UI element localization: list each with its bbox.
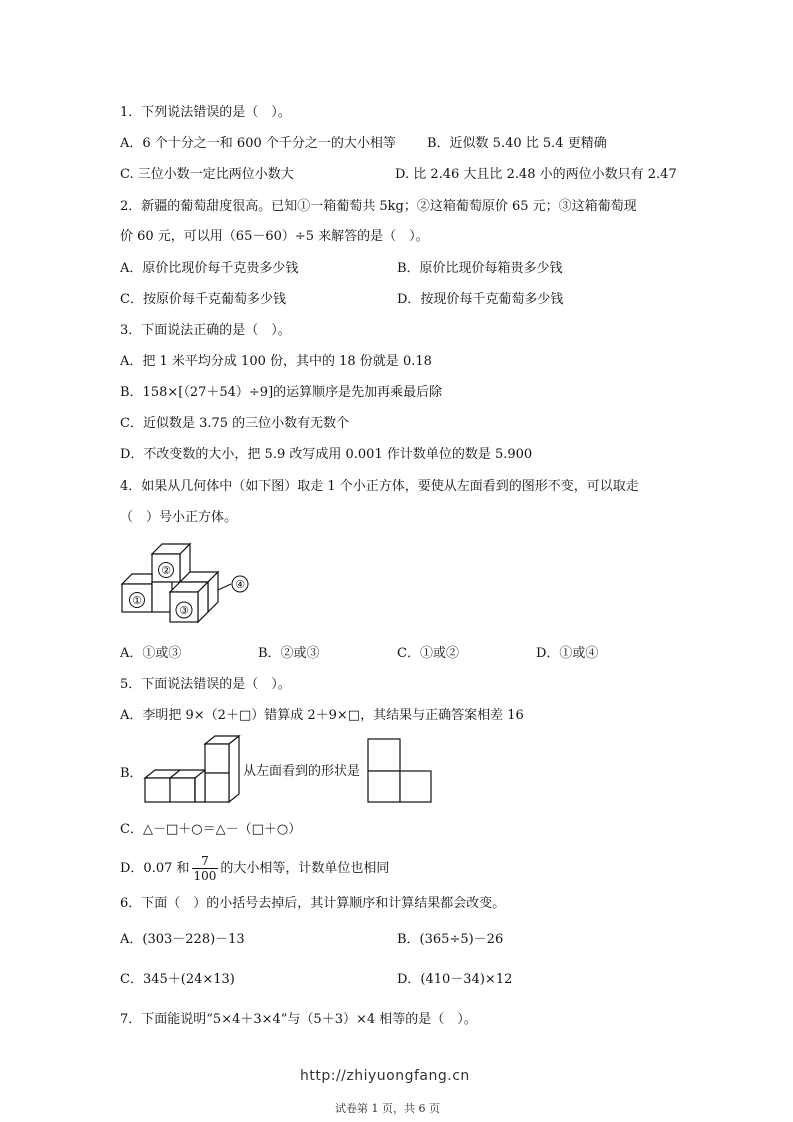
q4-stem-line1: 4．如果从几何体中（如下图）取走 1 个小正方体，要使从左面看到的图形不变，可以取走	[120, 479, 639, 494]
footer-page-number: 试卷第 1 页，共 6 页	[335, 1102, 440, 1115]
q5-b-left-view-figure	[367, 738, 433, 804]
fraction-denominator: 100	[193, 869, 217, 883]
q5-d-prefix: D．0.07 和	[120, 861, 190, 876]
fraction-numerator: 7	[192, 854, 219, 869]
q5-option-d	[120, 854, 389, 883]
q5-option-b-label: B．	[120, 766, 143, 781]
q5-b-solid-figure	[143, 734, 243, 806]
q1-option-c: C. 三位小数一定比两位小数大	[120, 167, 294, 182]
q4-option-d: D．①或④	[536, 646, 599, 661]
footer-watermark-url: http://zhiyuongfang.cn	[300, 1068, 470, 1084]
q5-stem: 5．下面说法错误的是（ ）。	[120, 677, 291, 692]
q4-option-a: A．①或③	[120, 646, 182, 661]
q3-option-b: B．158×[（27＋54）÷9]的运算顺序是先加再乘最后除	[120, 385, 443, 400]
q5-option-a: A．李明把 9×（2＋□）错算成 2＋9×□，其结果与正确答案相差 16	[120, 708, 524, 723]
q4-stem-line2: （ ）号小正方体。	[120, 510, 238, 525]
q5-d-suffix: 的大小相等，计数单位也相同	[220, 861, 390, 876]
q1-stem: 1．下列说法错误的是（ ）。	[120, 105, 291, 120]
q2-option-a: A．原价比现价每千克贵多少钱	[120, 261, 299, 276]
q3-stem: 3．下面说法正确的是（ ）。	[120, 323, 291, 338]
q1-option-a: A．6 个十分之一和 600 个千分之一的大小相等	[120, 136, 396, 151]
cube-label-2: ②	[161, 564, 171, 577]
q1-option-d: D. 比 2.46 大且比 2.48 小的两位小数只有 2.47	[395, 167, 677, 182]
q5-d-fraction	[192, 854, 219, 883]
q3-option-a: A．把 1 米平均分成 100 份，其中的 18 份就是 0.18	[120, 354, 432, 369]
cube-label-1: ①	[132, 594, 142, 607]
q6-option-c: C．345＋(24×13)	[120, 972, 235, 987]
q6-option-a: A．(303－228)－13	[120, 932, 245, 947]
q2-stem-line1: 2．新疆的葡萄甜度很高。已知①一箱葡萄共 5kg；②这箱葡萄原价 65 元；③这箱葡萄现	[120, 199, 637, 214]
q2-stem-line2: 价 60 元，可以用（65－60）÷5 来解答的是（ ）。	[120, 229, 429, 244]
q6-stem: 6．下面（ ）的小括号去掉后，其计算顺序和计算结果都会改变。	[120, 896, 506, 911]
q4-option-c: C．①或②	[397, 646, 459, 661]
q2-option-c: C．按原价每千克葡萄多少钱	[120, 292, 286, 307]
q6-option-b: B．(365÷5)－26	[397, 932, 504, 947]
q2-option-b: B．原价比现价每箱贵多少钱	[397, 261, 563, 276]
q5-option-b-text: 从左面看到的形状是	[243, 764, 361, 779]
cube-label-3: ③	[179, 604, 189, 617]
q4-cube-figure	[118, 540, 268, 630]
q5-option-c: C．△－□＋○＝△－（□＋○）	[120, 822, 302, 837]
q3-option-c: C．近似数是 3.75 的三位小数有无数个	[120, 416, 350, 431]
q2-option-d: D．按现价每千克葡萄多少钱	[397, 292, 564, 307]
q3-option-d: D．不改变数的大小，把 5.9 改写成用 0.001 作计数单位的数是 5.900	[120, 447, 533, 462]
q6-option-d: D．(410－34)×12	[397, 972, 513, 987]
q7-stem: 7．下面能说明“5×4＋3×4”与（5＋3）×4 相等的是（ ）。	[120, 1012, 477, 1027]
q4-option-b: B．②或③	[258, 646, 320, 661]
q1-option-b: B．近似数 5.40 比 5.4 更精确	[427, 136, 607, 151]
cube-label-4: ④	[235, 578, 245, 591]
